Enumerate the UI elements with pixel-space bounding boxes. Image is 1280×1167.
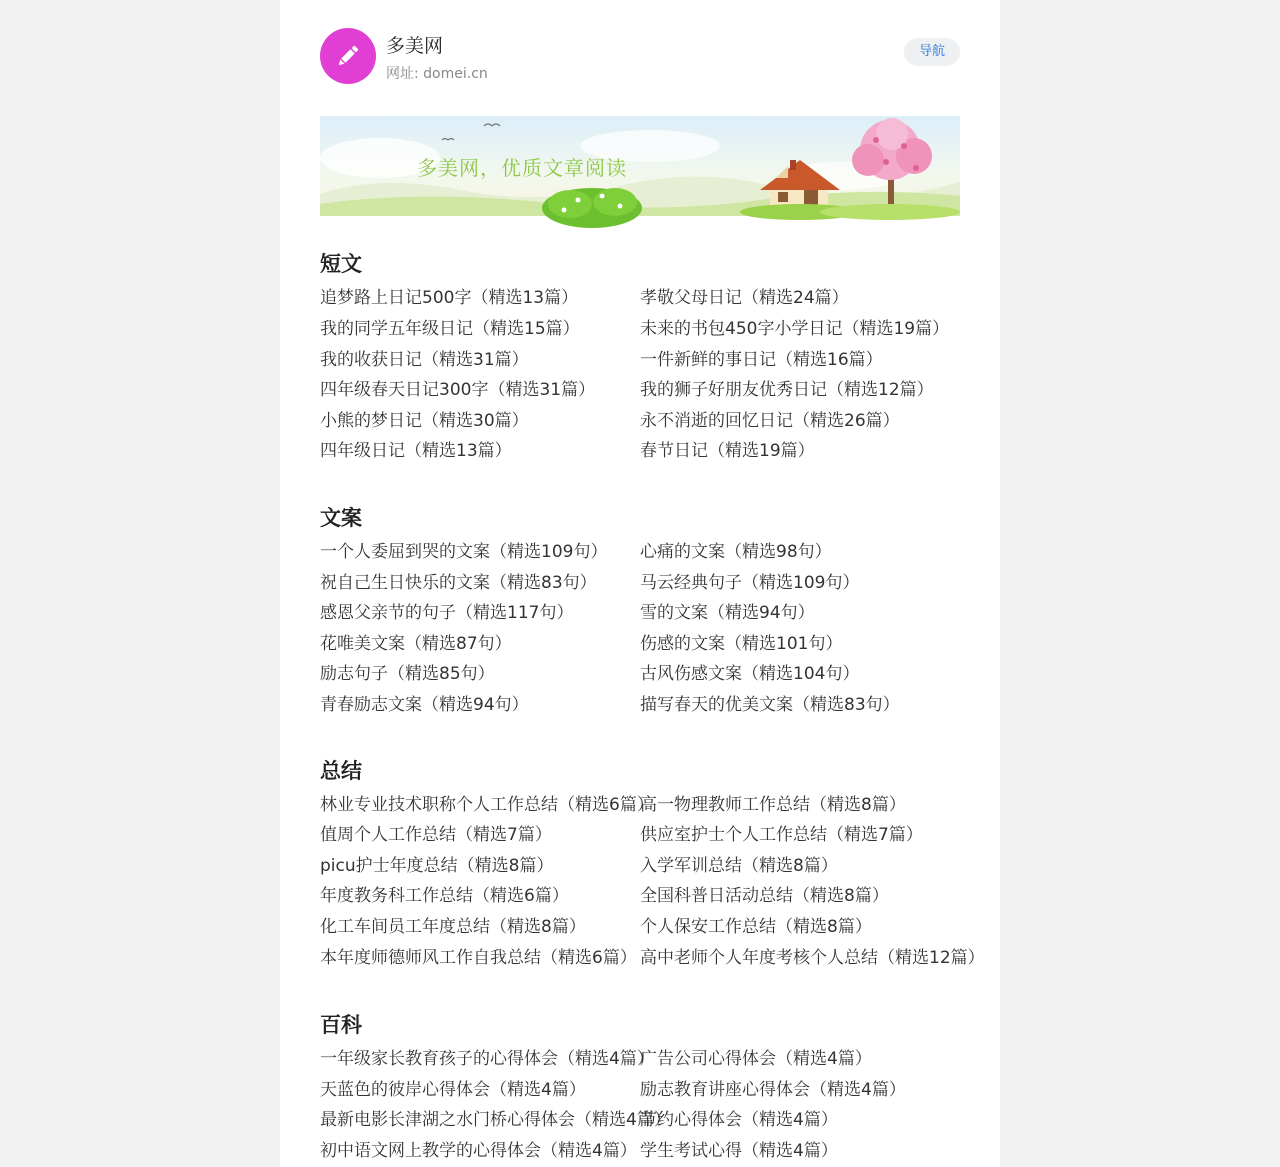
section-title: 百科 (320, 1013, 362, 1037)
content-column (320, 0, 985, 1161)
article-link[interactable]: 未来的书包450字小学日记（精选19篇） (640, 319, 950, 339)
article-link[interactable]: 四年级春天日记300字（精选31篇） (320, 380, 596, 400)
article-link[interactable]: 孝敬父母日记（精选24篇） (640, 288, 849, 308)
banner-illustration (320, 116, 960, 216)
site-name[interactable]: 多美网 (386, 35, 444, 57)
article-link[interactable]: 感恩父亲节的句子（精选117句） (320, 603, 574, 623)
article-link[interactable]: 本年度师德师风工作自我总结（精选6篇） (320, 948, 637, 968)
article-link[interactable]: 一年级家长教育孩子的心得体会（精选4篇） (320, 1049, 654, 1069)
article-link[interactable]: 一件新鲜的事日记（精选16篇） (640, 350, 883, 370)
article-link[interactable]: 天蓝色的彼岸心得体会（精选4篇） (320, 1080, 586, 1100)
article-link[interactable]: 伤感的文案（精选101句） (640, 634, 843, 654)
article-link[interactable]: 春节日记（精选19篇） (640, 441, 815, 461)
article-link[interactable]: 励志句子（精选85句） (320, 664, 495, 684)
article-link[interactable]: 年度教务科工作总结（精选6篇） (320, 886, 569, 906)
article-link[interactable]: 马云经典句子（精选109句） (640, 573, 860, 593)
site-url: 网址: domei.cn (386, 66, 488, 82)
section-title: 文案 (320, 506, 362, 530)
article-link[interactable]: 花唯美文案（精选87句） (320, 634, 512, 654)
article-link[interactable]: picu护士年度总结（精选8篇） (320, 856, 554, 876)
article-link[interactable]: 学生考试心得（精选4篇） (640, 1141, 838, 1161)
section-title: 总结 (320, 759, 362, 783)
article-link[interactable]: 高一物理教师工作总结（精选8篇） (640, 795, 906, 815)
banner-slogan: 多美网，优质文章阅读 (417, 156, 627, 180)
article-link[interactable]: 四年级日记（精选13篇） (320, 441, 512, 461)
pencil-icon (334, 42, 362, 70)
article-link[interactable]: 青春励志文案（精选94句） (320, 695, 529, 715)
article-link[interactable]: 一个人委屈到哭的文案（精选109句） (320, 542, 608, 562)
site-header (320, 0, 960, 116)
article-link[interactable]: 节约心得体会（精选4篇） (640, 1110, 838, 1130)
article-link[interactable]: 广告公司心得体会（精选4篇） (640, 1049, 872, 1069)
article-link[interactable]: 我的狮子好朋友优秀日记（精选12篇） (640, 380, 934, 400)
article-link[interactable]: 高中老师个人年度考核个人总结（精选12篇） (640, 948, 985, 968)
article-link[interactable]: 最新电影长津湖之水门桥心得体会（精选4篇） (320, 1110, 671, 1130)
article-link[interactable]: 入学军训总结（精选8篇） (640, 856, 838, 876)
article-link[interactable]: 永不消逝的回忆日记（精选26篇） (640, 411, 900, 431)
banner (320, 116, 960, 216)
page (280, 0, 1000, 1167)
article-link[interactable]: 值周个人工作总结（精选7篇） (320, 825, 552, 845)
site-logo[interactable] (320, 28, 376, 84)
article-link[interactable]: 励志教育讲座心得体会（精选4篇） (640, 1080, 906, 1100)
article-link[interactable]: 雪的文案（精选94句） (640, 603, 815, 623)
nav-button[interactable]: 导航 (904, 38, 960, 66)
article-link[interactable]: 供应室护士个人工作总结（精选7篇） (640, 825, 923, 845)
article-link[interactable]: 化工车间员工年度总结（精选8篇） (320, 917, 586, 937)
article-link[interactable]: 林业专业技术职称个人工作总结（精选6篇） (320, 795, 654, 815)
article-link[interactable]: 心痛的文案（精选98句） (640, 542, 832, 562)
article-link[interactable]: 我的同学五年级日记（精选15篇） (320, 319, 580, 339)
article-link[interactable]: 小熊的梦日记（精选30篇） (320, 411, 529, 431)
article-link[interactable]: 我的收获日记（精选31篇） (320, 350, 529, 370)
section-title: 短文 (320, 252, 362, 276)
article-link[interactable]: 古风伤感文案（精选104句） (640, 664, 860, 684)
article-link[interactable]: 祝自己生日快乐的文案（精选83句） (320, 573, 597, 593)
article-link[interactable]: 个人保安工作总结（精选8篇） (640, 917, 872, 937)
article-link[interactable]: 全国科普日活动总结（精选8篇） (640, 886, 889, 906)
article-link[interactable]: 描写春天的优美文案（精选83句） (640, 695, 900, 715)
article-link[interactable]: 初中语文网上教学的心得体会（精选4篇） (320, 1141, 637, 1161)
article-link[interactable]: 追梦路上日记500字（精选13篇） (320, 288, 579, 308)
